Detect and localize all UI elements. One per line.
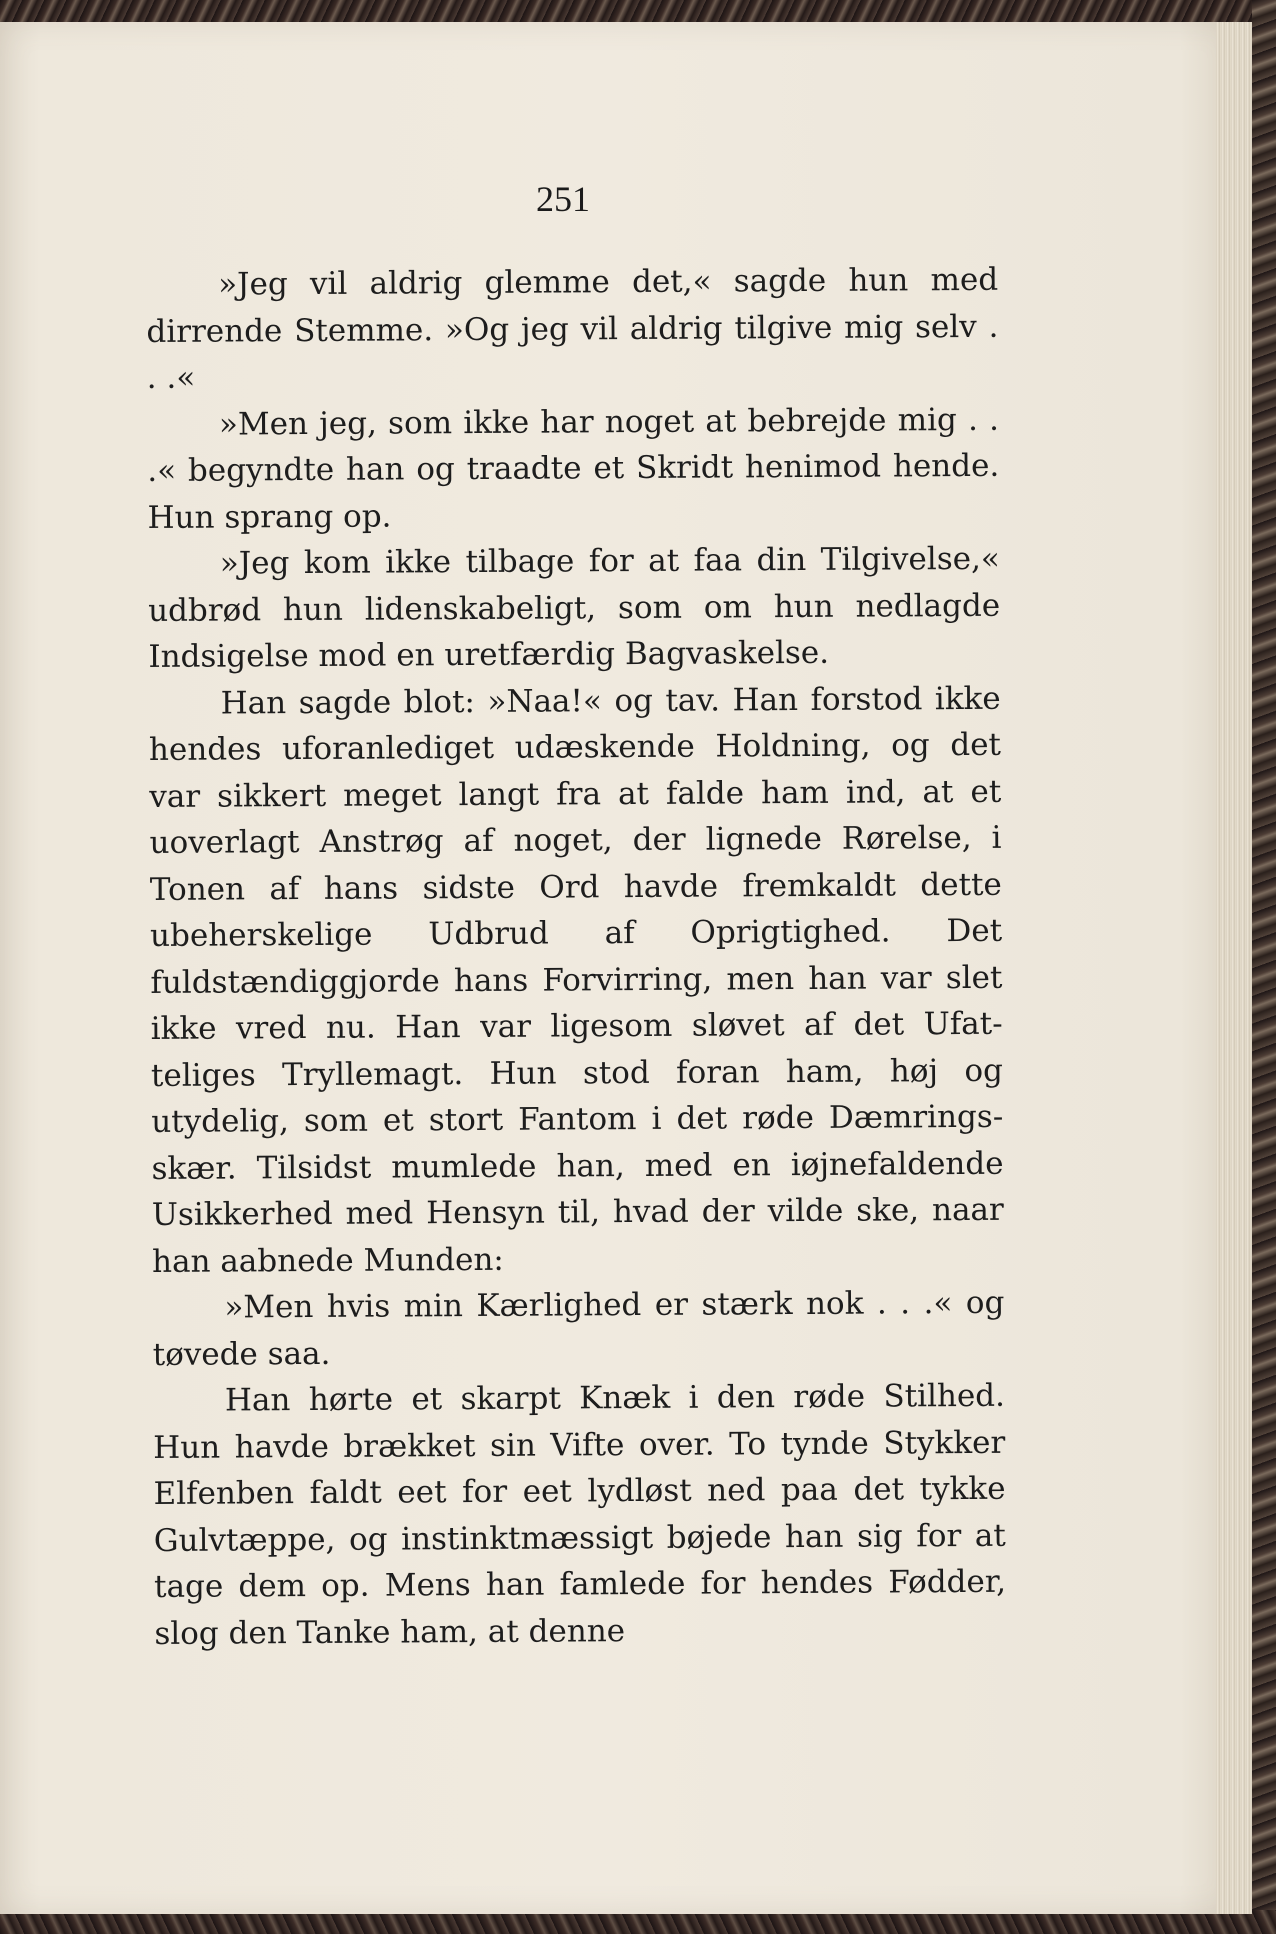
body-text bbox=[146, 257, 1007, 1657]
paragraph: »Jeg kom ikke tilbage for at faa din Tilgivelse,« udbrød hun lidenskabeligt, som om hun nedlagde Indsigelse mod en uretfærdig Bagvaskelse. bbox=[148, 540, 1001, 675]
book-cover-right-edge bbox=[1252, 0, 1276, 1934]
paragraph: »Men jeg, som ikke har noget at bebrejde mig . . .« begyndte han og traadte et Skridt henimod hende. Hun sprang op. bbox=[147, 401, 1000, 536]
page-stack-edge bbox=[1216, 22, 1252, 1914]
page-number: 251 bbox=[536, 179, 590, 219]
paragraph: Han sagde blot: »Naa!« og tav. Han forstod ikke hendes uforanlediget udæskende Holdning, og det var sikkert meget langt fra at falde ham ind, at et uoverlagt Anstrøg af noget, der lignede Rørelse, i Tonen af hans sidste Ord havde fremkaldt dette ubeherskelige Udbrud af Oprigtighed. Det fuldstændiggjorde hans Forvirring, men han var slet ikke vred nu. Han var ligesom sløvet af det Ufatteliges Tryllemagt. Hun stod foran ham, høj og utydelig, som et stort Fantom i det røde Dæmringsskær. Tilsidst mumlede han, med en iøjnefaldende Usikkerhed med Hensyn til, hvad der vilde ske, naar han aabnede Munden: bbox=[148, 680, 1004, 1280]
paragraph: »Men hvis min Kærlighed er stærk nok . . .« og tøvede saa. bbox=[152, 1284, 1005, 1373]
paragraph: »Jeg vil aldrig glemme det,« sagde hun med dirrende Stemme. »Og jeg vil aldrig tilgive mig selv . . .« bbox=[146, 261, 999, 396]
paragraph: Han hørte et skarpt Knæk i den røde Stilhed. Hun havde brækket sin Vifte over. To tynde Stykker Elfenben faldt eet for eet lydløst ned paa det tykke Gulvtæppe, og instinktmæssigt bøjede han sig for at tage dem op. Mens han famlede for hendes Fødder, slog den Tanke ham, at denne bbox=[153, 1377, 1007, 1652]
